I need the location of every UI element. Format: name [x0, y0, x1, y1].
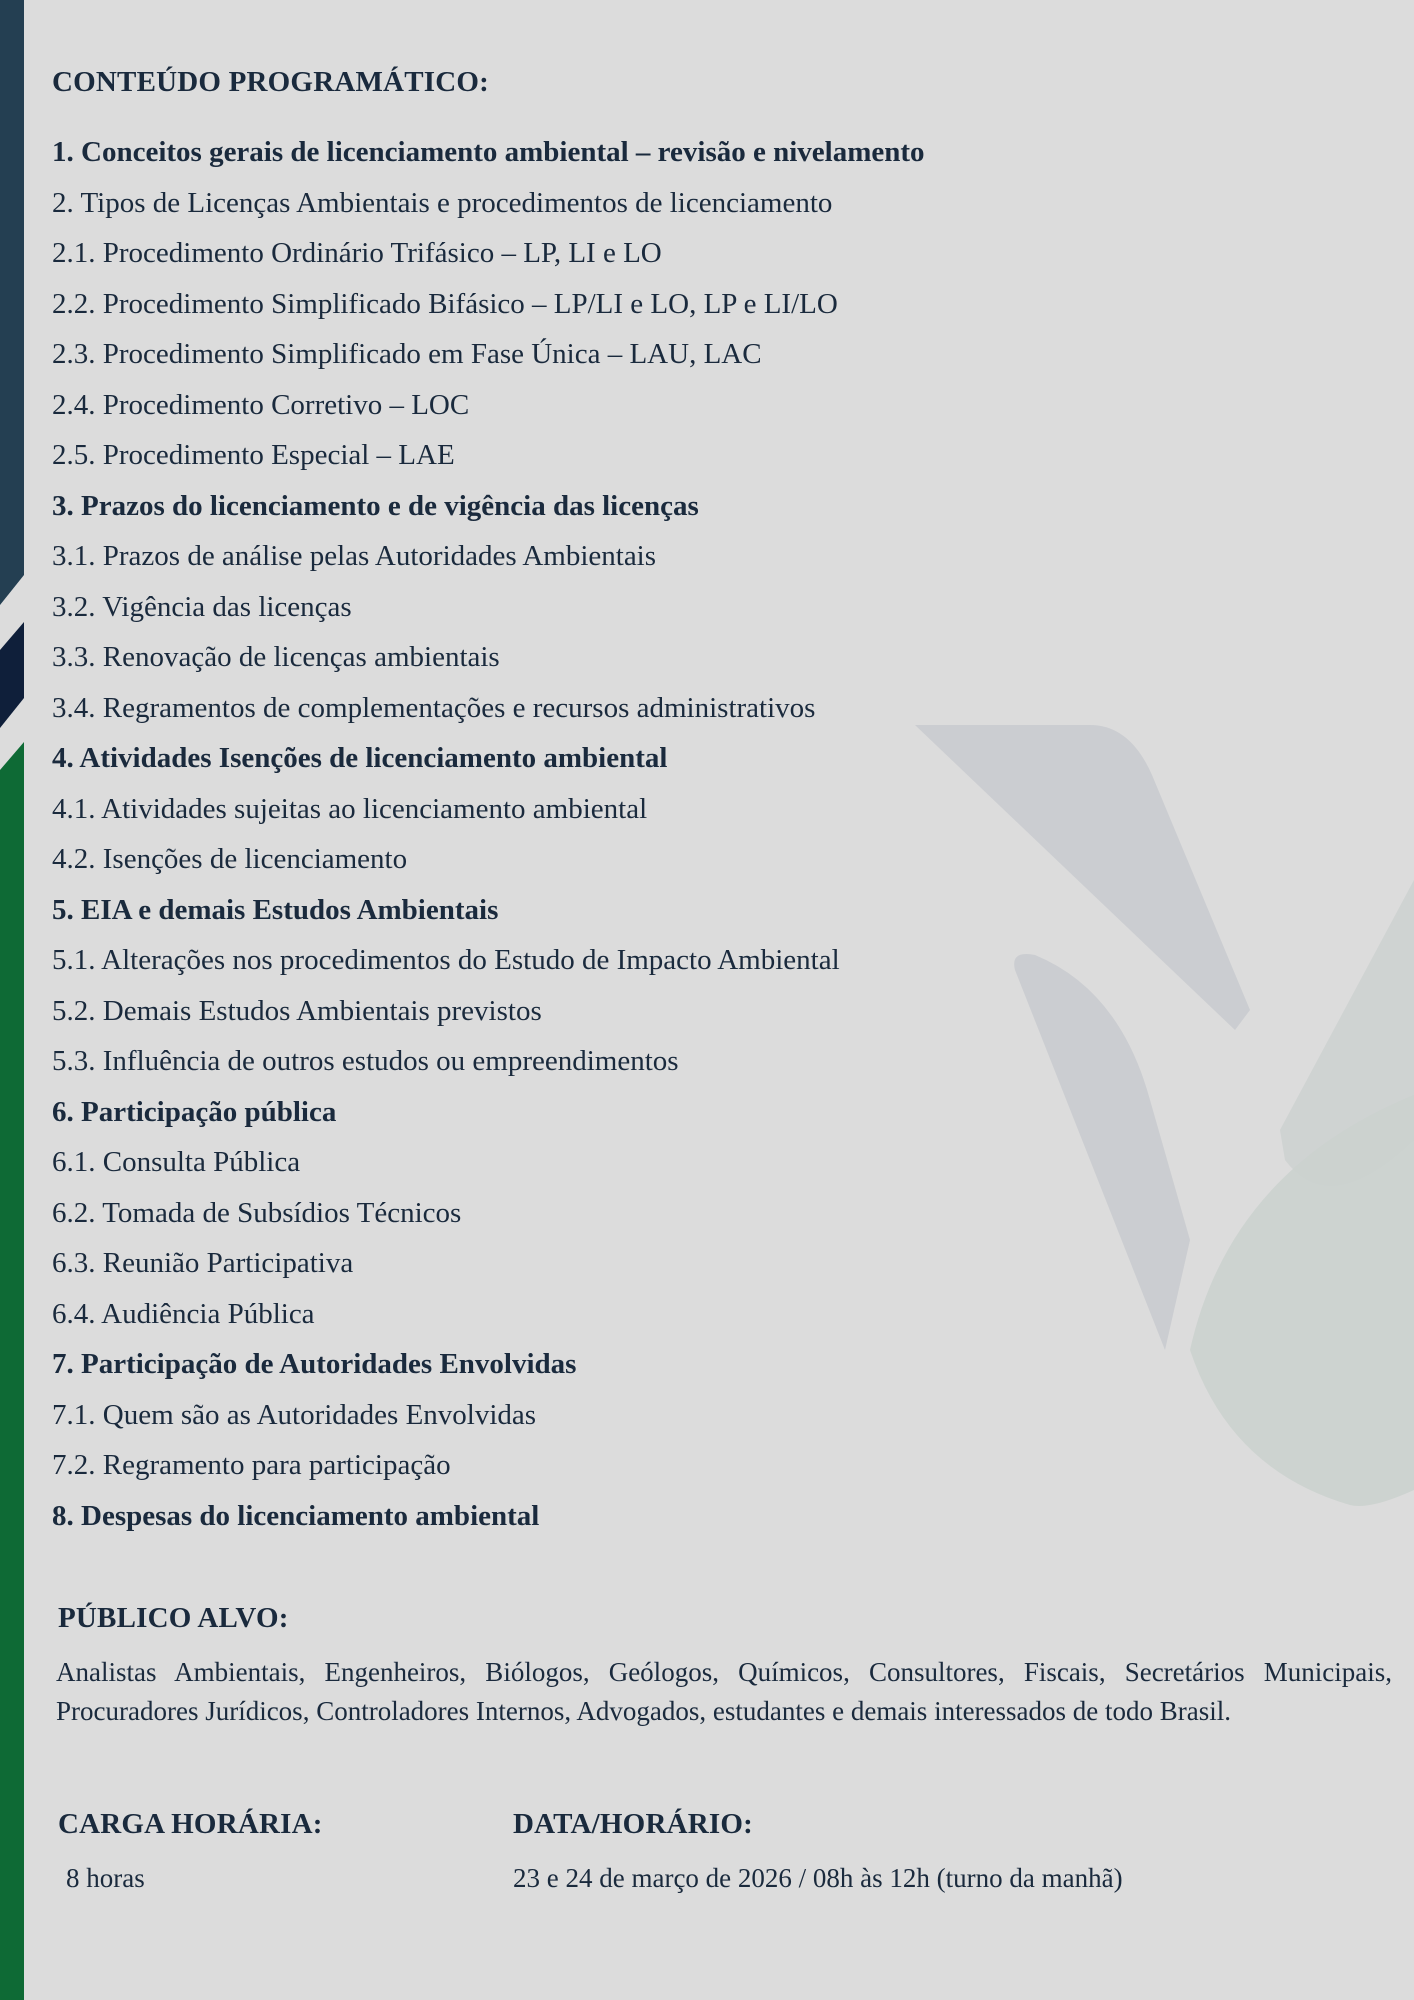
- program-subtopic: 3.3. Renovação de licenças ambientais: [52, 641, 500, 673]
- program-topic: 6. Participação pública: [52, 1095, 337, 1128]
- program-subtopic: 5.3. Influência de outros estudos ou empreendimentos: [52, 1045, 679, 1077]
- program-subtopic: 6.4. Audiência Pública: [52, 1297, 315, 1330]
- program-subtopic: 7.2. Regramento para participação: [52, 1449, 451, 1481]
- schedule-value: 23 e 24 de março de 2026 / 08h às 12h (turno da manhã): [513, 1863, 1123, 1893]
- program-subtopic: 5.1. Alterações nos procedimentos do Estudo de Impacto Ambiental: [52, 944, 840, 976]
- program-subtopic: 2.4. Procedimento Corretivo – LOC: [52, 388, 470, 421]
- program-section: [52, 66, 1392, 1541]
- program-subtopic: 4.2. Isenções de licenciamento: [52, 843, 408, 875]
- audience-title: PÚBLICO ALVO:: [58, 1602, 289, 1634]
- audience-section: [58, 1602, 1392, 1731]
- program-subtopic: 6.1. Consulta Pública: [52, 1146, 301, 1178]
- program-subtopic: 2. Tipos de Licenças Ambientais e procedimentos de licenciamento: [52, 186, 833, 219]
- program-subtopic: 2.3. Procedimento Simplificado em Fase Única – LAU, LAC: [52, 338, 762, 370]
- program-subtopic: 6.2. Tomada de Subsídios Técnicos: [52, 1196, 462, 1229]
- program-subtopic: 6.3. Reunião Participativa: [52, 1247, 354, 1279]
- workload-value: 8 horas: [66, 1863, 145, 1893]
- program-subtopic: 2.5. Procedimento Especial – LAE: [52, 439, 455, 471]
- program-topic: 7. Participação de Autoridades Envolvidas: [52, 1348, 577, 1380]
- audience-text: Analistas Ambientais, Engenheiros, Biólogos, Geólogos, Químicos, Consultores, Fiscais, Secretários Municipais, Procuradores Jurídicos, Controladores Internos, Advogados, estudantes e demais interessados de todo Brasil.: [56, 1657, 1392, 1726]
- schedule-section: [513, 1808, 1123, 1894]
- program-subtopic: 7.1. Quem são as Autoridades Envolvidas: [52, 1398, 537, 1431]
- program-topic: 8. Despesas do licenciamento ambiental: [52, 1499, 540, 1532]
- program-subtopic: 4.1. Atividades sujeitas ao licenciamento ambiental: [52, 792, 648, 825]
- program-subtopic: 3.4. Regramentos de complementações e recursos administrativos: [52, 691, 816, 724]
- program-topic: 4. Atividades Isenções de licenciamento ambiental: [52, 742, 668, 774]
- program-subtopic: 3.1. Prazos de análise pelas Autoridades Ambientais: [52, 540, 657, 572]
- program-topic: 1. Conceitos gerais de licenciamento ambiental – revisão e nivelamento: [52, 136, 925, 168]
- program-subtopic: 2.2. Procedimento Simplificado Bifásico – LP/LI e LO, LP e LI/LO: [52, 287, 838, 320]
- program-title: CONTEÚDO PROGRAMÁTICO:: [52, 66, 489, 98]
- program-subtopic: 2.1. Procedimento Ordinário Trifásico – LP, LI e LO: [52, 237, 662, 269]
- schedule-title: DATA/HORÁRIO:: [513, 1808, 753, 1840]
- program-topic: 5. EIA e demais Estudos Ambientais: [52, 893, 499, 926]
- workload-section: [58, 1808, 323, 1894]
- program-topic: 3. Prazos do licenciamento e de vigência das licenças: [52, 489, 699, 522]
- program-subtopic: 5.2. Demais Estudos Ambientais previstos: [52, 994, 542, 1027]
- program-list: [52, 127, 1392, 1541]
- workload-title: CARGA HORÁRIA:: [58, 1808, 323, 1840]
- program-subtopic: 3.2. Vigência das licenças: [52, 590, 352, 623]
- side-decoration-bars: [0, 0, 40, 2000]
